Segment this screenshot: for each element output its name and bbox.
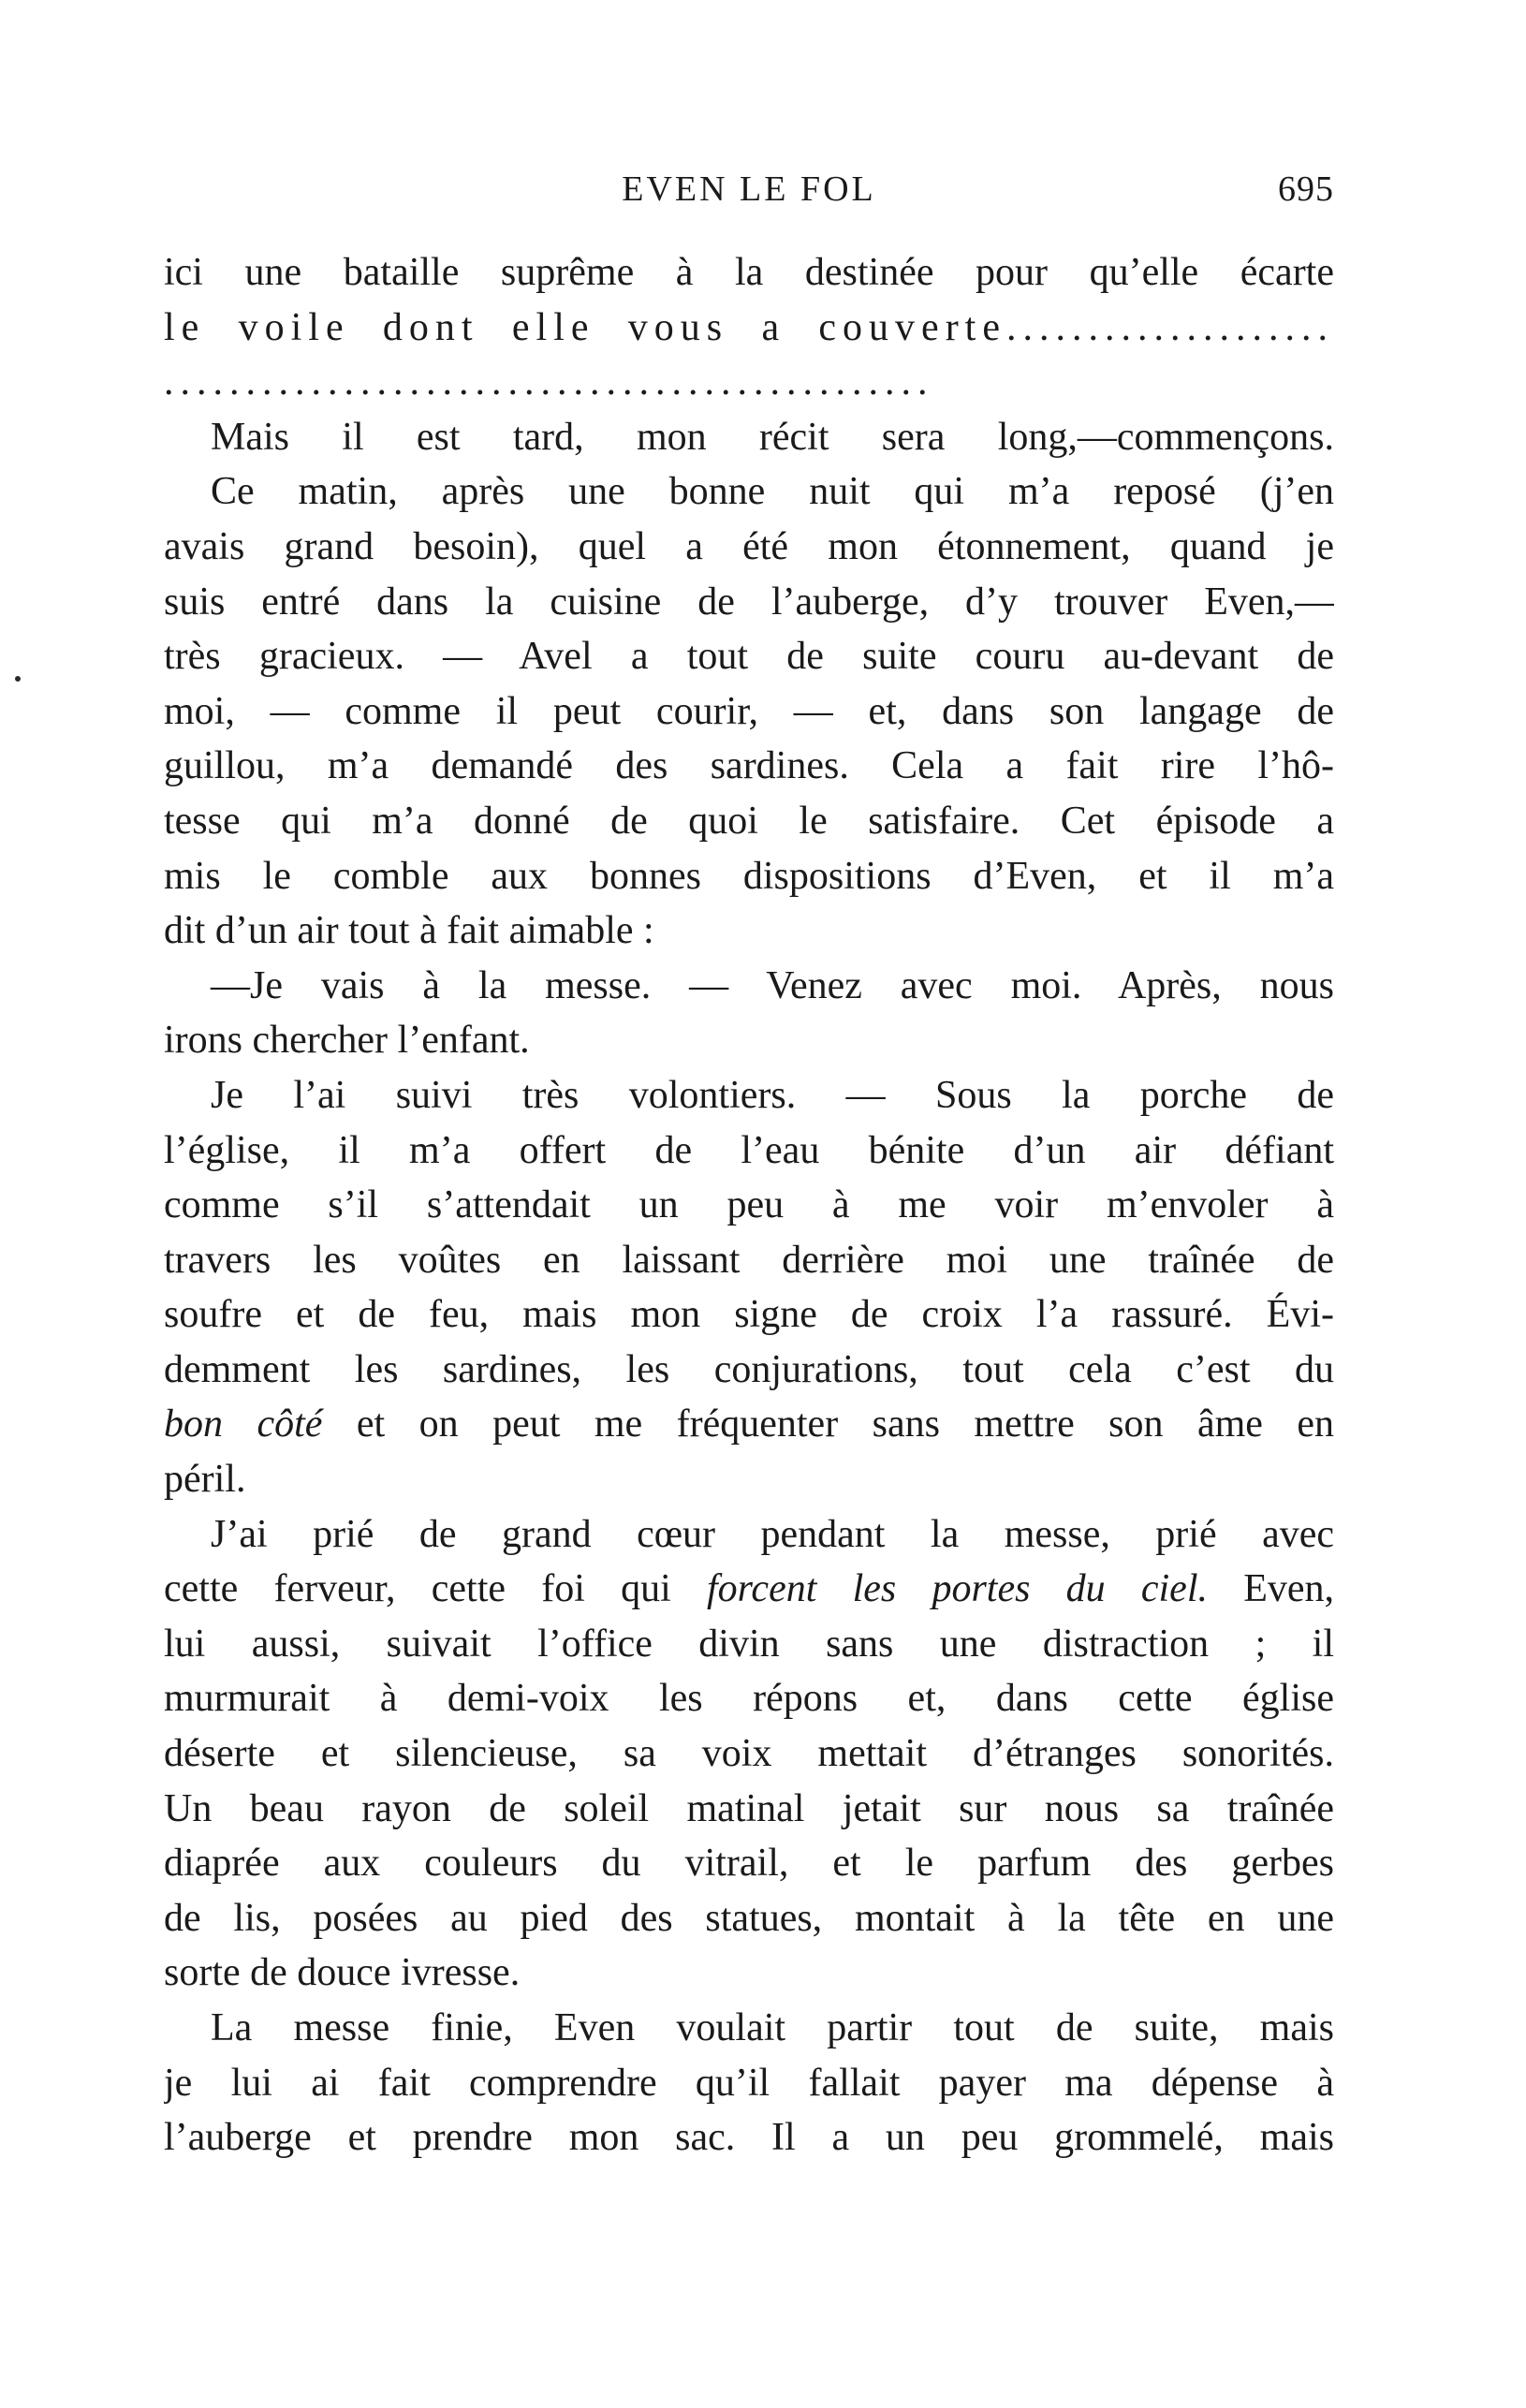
text-line: soufre et de feu, mais mon signe de croix l’a rassuré. Évi-: [164, 1293, 1334, 1337]
text-line-with-italic: [164, 1562, 1334, 1617]
text-line: l’auberge et prendre mon sac. Il a un peu grommelé, mais: [164, 2116, 1334, 2160]
text-line: l’église, il m’a offert de l’eau bénite d’un air défiant: [164, 1128, 1334, 1172]
running-title: EVEN LE FOL: [622, 169, 876, 209]
italic-phrase: bon côté: [164, 1402, 323, 1446]
text-line: je lui ai fait comprendre qu’il fallait payer ma dépense à: [164, 2061, 1334, 2105]
text-line: Je l’ai suivi très volontiers. — Sous la porche de: [211, 1073, 1334, 1117]
body-text: [164, 245, 1334, 2166]
text-line: péril.: [164, 1458, 246, 1502]
page-number: 695: [1278, 169, 1334, 209]
text-line: irons chercher l’enfant.: [164, 1019, 530, 1063]
italic-phrase: forcent les portes du ciel.: [706, 1567, 1208, 1611]
text-line: suis entré dans la cuisine de l’auberge, d’y trouver Even,—: [164, 580, 1334, 624]
text-line: guillou, m’a demandé des sardines. Cela a fait rire l’hô-: [164, 744, 1334, 788]
text-line: demment les sardines, les conjurations, tout cela c’est du: [164, 1347, 1334, 1391]
text-line: sorte de douce ivresse.: [164, 1951, 521, 1995]
text-line: Un beau rayon de soleil matinal jetait sur nous sa traînée: [164, 1786, 1334, 1830]
text-line: Mais il est tard, mon récit sera long,—commençons.: [211, 415, 1334, 459]
text-line: lui aussi, suivait l’office divin sans une distraction ; il: [164, 1622, 1334, 1666]
text-line: déserte et silencieuse, sa voix mettait d’étranges sonorités.: [164, 1732, 1334, 1776]
text-line-with-italic: [164, 1397, 1334, 1452]
text-line: comme s’il s’attendait un peu à me voir m’envoler à: [164, 1183, 1334, 1227]
text-segment: cette ferveur, cette foi qui: [164, 1567, 707, 1611]
text-line: moi, — comme il peut courir, — et, dans son langage de: [164, 689, 1334, 733]
text-line: dit d’un air tout à fait aimable :: [164, 909, 654, 953]
text-line: ici une bataille suprême à la destinée pour qu’elle écarte: [164, 251, 1334, 294]
text-line: murmurait à demi-voix les répons et, dans cette église: [164, 1677, 1334, 1721]
text-line: le voile dont elle vous a couverte....................: [164, 305, 1334, 349]
text-segment: et on peut me fréquenter sans mettre son âme en: [322, 1402, 1334, 1446]
text-line: La messe finie, Even voulait partir tout de suite, mais: [211, 2006, 1334, 2049]
margin-speck: [15, 676, 21, 682]
text-line: Ce matin, après une bonne nuit qui m’a reposé (j’en: [211, 470, 1334, 514]
text-line: très gracieux. — Avel a tout de suite couru au-devant de: [164, 635, 1334, 679]
dotted-line: ...............................................: [164, 360, 934, 404]
text-line: avais grand besoin), quel a été mon étonnement, quand je: [164, 524, 1334, 568]
text-segment: Even,: [1208, 1567, 1334, 1611]
text-line: diaprée aux couleurs du vitrail, et le parfum des gerbes: [164, 1842, 1334, 1886]
text-line: de lis, posées au pied des statues, montait à la tête en une: [164, 1896, 1334, 1940]
text-line: J’ai prié de grand cœur pendant la messe, prié avec: [211, 1512, 1334, 1556]
text-line: travers les voûtes en laissant derrière moi une traînée de: [164, 1238, 1334, 1282]
running-head: [164, 169, 1334, 215]
text-line: —Je vais à la messe. — Venez avec moi. Après, nous: [211, 963, 1334, 1007]
text-line: mis le comble aux bonnes dispositions d’Even, et il m’a: [164, 854, 1334, 898]
text-line: tesse qui m’a donné de quoi le satisfaire. Cet épisode a: [164, 799, 1334, 843]
